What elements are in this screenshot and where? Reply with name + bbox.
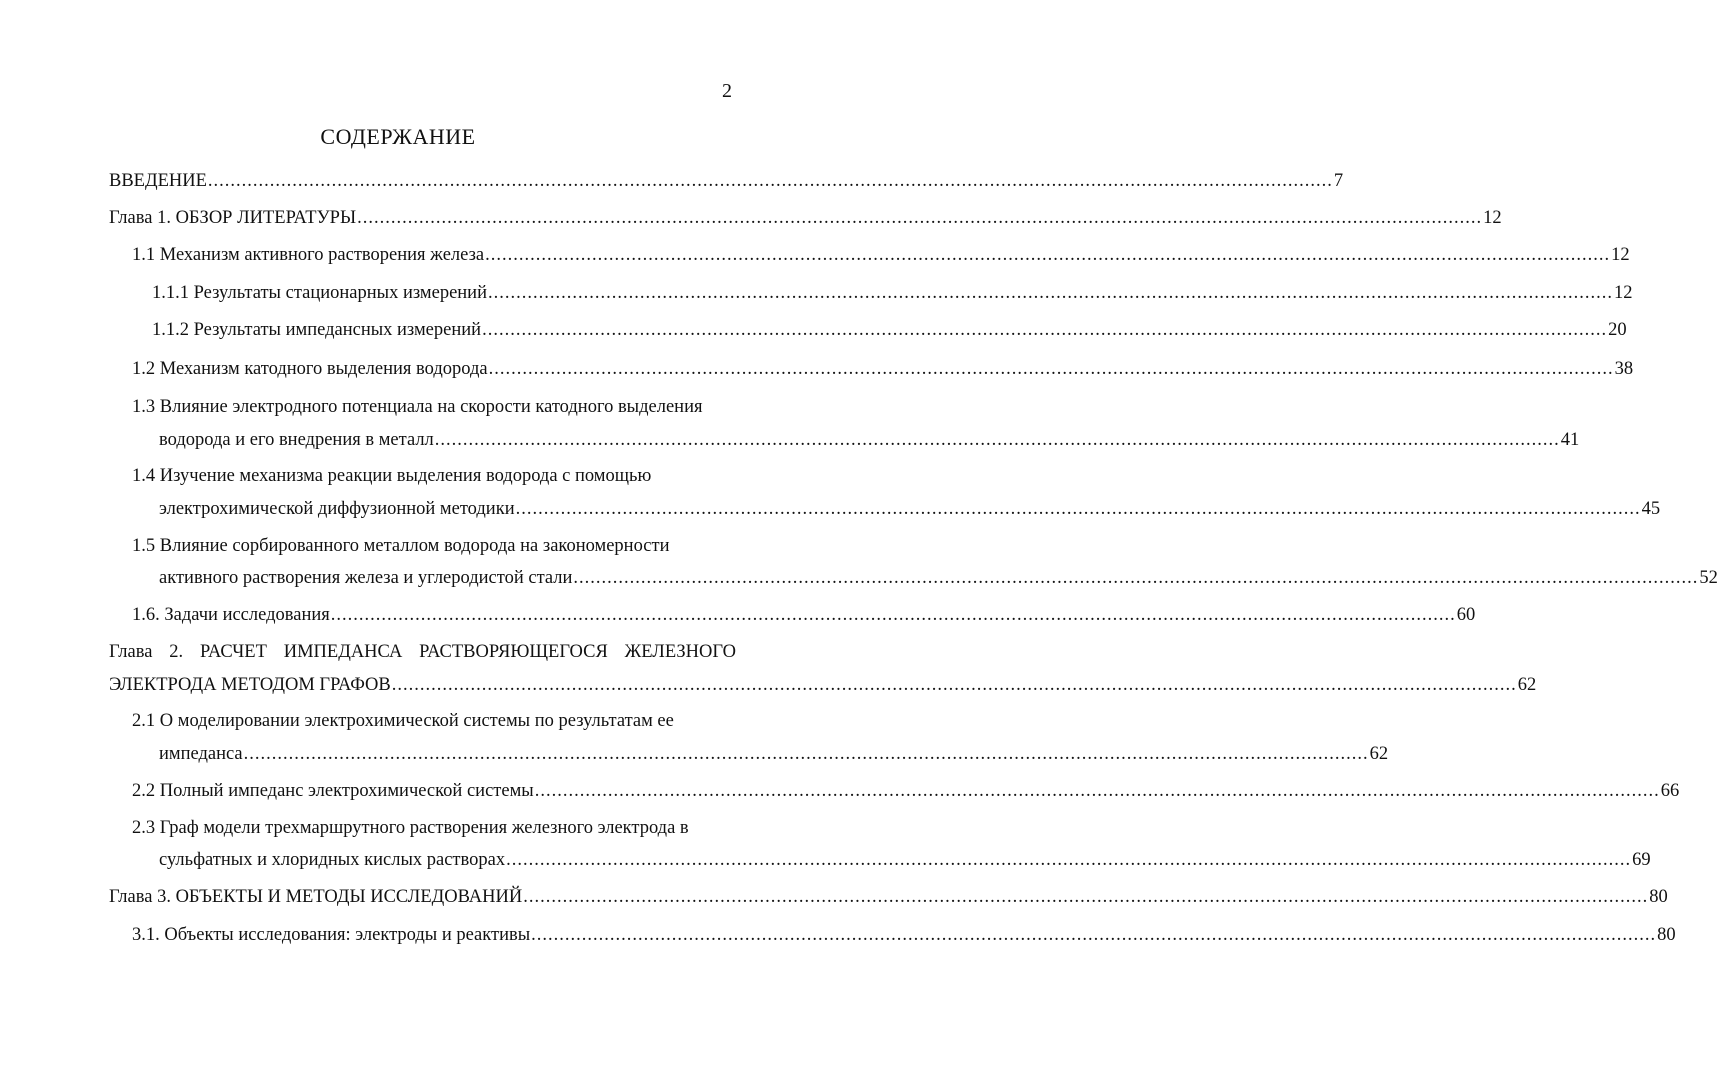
- toc-entry-1-1: [132, 245, 1630, 266]
- toc-entry-intro: [109, 171, 1344, 192]
- toc-page: 80: [1649, 887, 1668, 907]
- toc-label: электрохимической диффузионной методики: [159, 499, 515, 519]
- toc-word: РАСЧЕТ: [200, 642, 267, 662]
- toc-entry-1-5: [159, 568, 1718, 589]
- toc-page: 80: [1657, 925, 1676, 945]
- toc-word: ИМПЕДАНСА: [283, 642, 403, 662]
- toc-leader: ........................................................................................................................................................................................................: [515, 499, 1641, 519]
- toc-leader: ........................................................................................................................................................................................................: [485, 245, 1611, 265]
- toc-label: ЭЛЕКТРОДА МЕТОДОМ ГРАФОВ: [109, 675, 391, 695]
- page-title: СОДЕРЖАНИЕ: [320, 124, 476, 149]
- toc-word: Глава: [109, 642, 153, 662]
- toc-entry-2-2: [132, 781, 1680, 802]
- toc-word: 2.: [169, 642, 184, 662]
- toc-entry-1-1-1: [152, 283, 1633, 304]
- toc-leader: ........................................................................................................................................................................................................: [482, 320, 1608, 340]
- toc-entry-1-1-2: [152, 320, 1627, 341]
- toc-leader: ........................................................................................................................................................................................................: [434, 430, 1560, 450]
- toc-entry-1-3-line1: 1.3 Влияние электродного потенциала на скорости катодного выделения: [132, 397, 703, 417]
- toc-word: РАСТВОРЯЮЩЕГОСЯ: [419, 642, 608, 662]
- toc-label: 3.1. Объекты исследования: электроды и реактивы: [132, 925, 531, 945]
- toc-leader: ........................................................................................................................................................................................................: [531, 925, 1657, 945]
- toc-label: импеданса: [159, 744, 243, 764]
- toc-page: 7: [1333, 171, 1344, 191]
- page-number: 2: [722, 80, 732, 102]
- toc-leader: ........................................................................................................................................................................................................: [330, 605, 1456, 625]
- toc-label: ВВЕДЕНИЕ: [109, 171, 207, 191]
- toc-label: 1.2 Механизм катодного выделения водорода: [132, 359, 488, 379]
- toc-entry-1-2: [132, 359, 1634, 380]
- toc-leader: ........................................................................................................................................................................................................: [573, 568, 1699, 588]
- toc-leader: ........................................................................................................................................................................................................: [488, 359, 1614, 379]
- toc-entry-1-4: [159, 499, 1661, 520]
- toc-page: 38: [1614, 359, 1634, 379]
- toc-page: 66: [1660, 781, 1680, 801]
- toc-label: 1.1 Механизм активного растворения железа: [132, 245, 485, 265]
- toc-label: 1.6. Задачи исследования: [132, 605, 330, 625]
- toc-page: 45: [1641, 499, 1661, 519]
- toc-label: водорода и его внедрения в металл: [159, 430, 434, 450]
- toc-entry-2-1: [159, 744, 1389, 765]
- toc-label: Глава 1. ОБЗОР ЛИТЕРАТУРЫ: [109, 208, 357, 228]
- toc-page: 52: [1699, 568, 1718, 588]
- toc-entry-2-1-line1: 2.1 О моделировании электрохимической системы по результатам ее: [132, 711, 674, 731]
- toc-entry-1-3: [159, 430, 1580, 451]
- toc-entry-1-6: [132, 605, 1476, 626]
- toc-word: ЖЕЛЕЗНОГО: [624, 642, 736, 662]
- toc-page: 12: [1611, 245, 1630, 265]
- toc-label: сульфатных и хлоридных кислых растворах: [159, 850, 506, 870]
- toc-leader: ........................................................................................................................................................................................................: [357, 208, 1483, 228]
- toc-entry-2-3: [159, 850, 1651, 871]
- toc-leader: ........................................................................................................................................................................................................: [391, 675, 1517, 695]
- toc-label: активного растворения железа и углеродистой стали: [159, 568, 573, 588]
- toc-page: 12: [1614, 283, 1633, 303]
- toc-page: 60: [1456, 605, 1476, 625]
- toc-leader: ........................................................................................................................................................................................................: [506, 850, 1632, 870]
- toc-leader: ........................................................................................................................................................................................................: [534, 781, 1660, 801]
- toc-label: 1.1.1 Результаты стационарных измерений: [152, 283, 487, 303]
- toc-entry-chapter-2-line1: [109, 642, 736, 663]
- toc-page: 41: [1560, 430, 1580, 450]
- toc-label: Глава 3. ОБЪЕКТЫ И МЕТОДЫ ИССЛЕДОВАНИЙ: [109, 887, 523, 907]
- toc-label: 1.1.2 Результаты импедансных измерений: [152, 320, 482, 340]
- toc-entry-1-4-line1: 1.4 Изучение механизма реакции выделения водорода с помощью: [132, 466, 652, 486]
- toc-page: 69: [1632, 850, 1651, 870]
- toc-leader: ........................................................................................................................................................................................................: [488, 283, 1613, 303]
- toc-entry-chapter-2: [109, 675, 1537, 696]
- toc-leader: ........................................................................................................................................................................................................: [207, 171, 1333, 191]
- toc-entry-2-3-line1: 2.3 Граф модели трехмаршрутного растворения железного электрода в: [132, 818, 689, 838]
- toc-label: 2.2 Полный импеданс электрохимической системы: [132, 781, 534, 801]
- toc-leader: ........................................................................................................................................................................................................: [243, 744, 1369, 764]
- toc-entry-3-1: [132, 925, 1676, 946]
- toc-page: 62: [1517, 675, 1537, 695]
- toc-page: 12: [1483, 208, 1502, 228]
- toc-page: 20: [1608, 320, 1627, 340]
- toc-page: 62: [1369, 744, 1389, 764]
- toc-entry-chapter-1: [109, 208, 1502, 229]
- toc-entry-1-5-line1: 1.5 Влияние сорбированного металлом водорода на закономерности: [132, 536, 670, 556]
- toc-leader: ........................................................................................................................................................................................................: [523, 887, 1649, 907]
- toc-entry-chapter-3: [109, 887, 1668, 908]
